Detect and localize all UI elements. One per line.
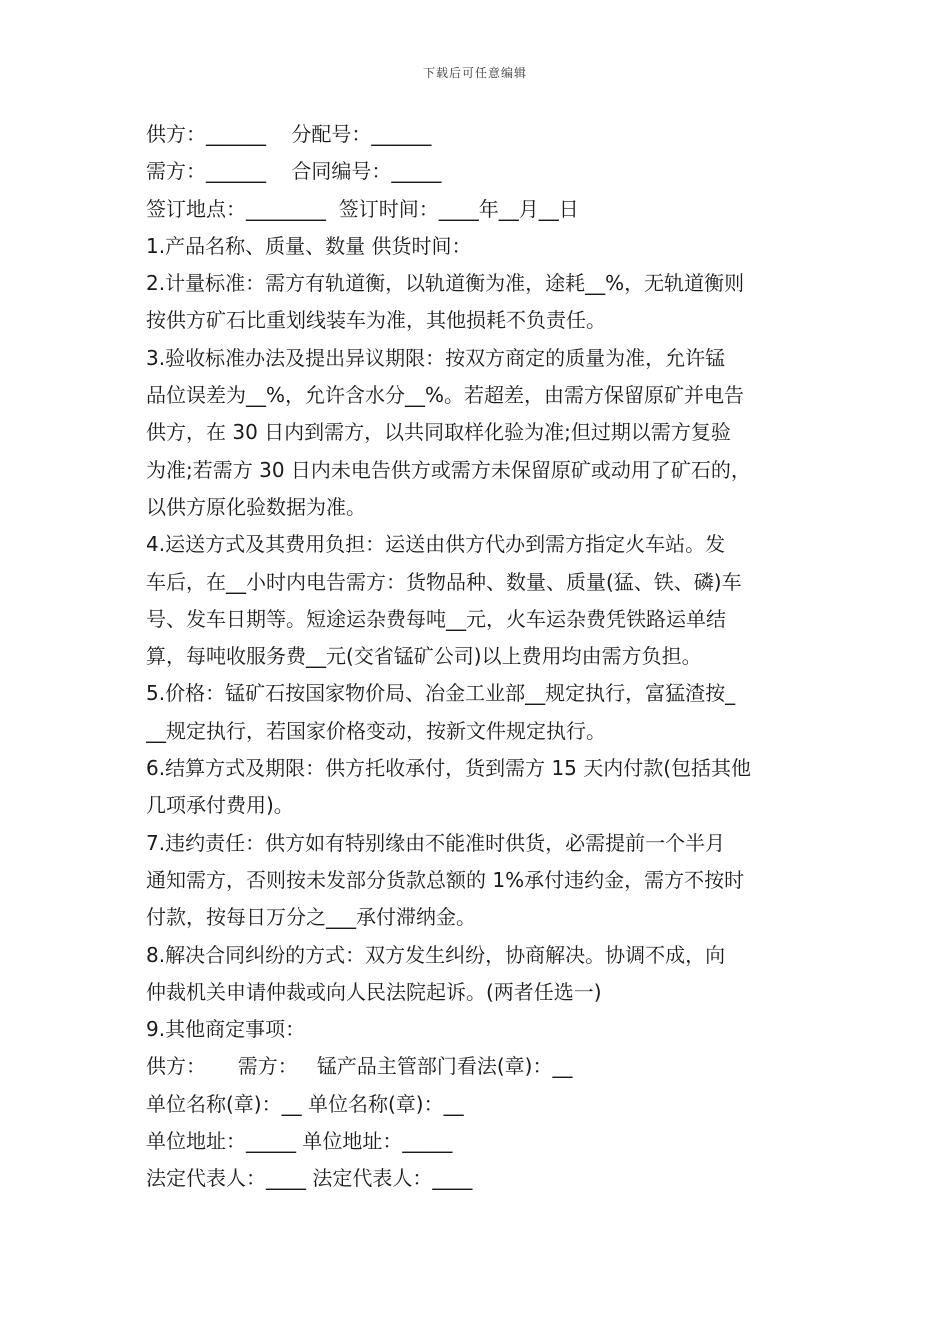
clause-8-line: 仲裁机关申请仲裁或向人民法院起诉。(两者任选一) [146,979,602,1004]
clause-9-line: 9.其他商定事项： [146,1017,306,1042]
clause-5-line: __规定执行，若国家价格变动，按新文件规定执行。 [146,718,606,743]
clause-5-line: 5.价格：锰矿石按国家物价局、冶金工业部__规定执行，富猛渣按_ [146,681,736,706]
clause-6-line: 6.结算方式及期限：供方托收承付，货到需方 15 天内付款(包括其他 [146,756,752,781]
clause-1-line: 1.产品名称、质量、数量 供货时间： [146,233,472,258]
clause-3-line: 供方，在 30 日内到需方，以共同取样化验为准;但过期以需方复验 [146,420,731,445]
clause-4-line: 号、发车日期等。短途运杂费每吨__元，火车运杂费凭铁路运单结 [146,606,726,631]
clause-3-line: 品位误差为__%，允许含水分__%。若超差，由需方保留原矿并电告 [146,383,745,408]
clause-7-line: 通知需方，否则按未发部分货款总额的 1%承付违约金，需方不按时 [146,867,745,892]
clause-7-line: 付款，按每日万分之___承付滞纳金。 [146,905,476,930]
supplier-line: 供方：______ 分配号：______ [146,122,432,146]
page-header-note: 下载后可任意编辑 [422,66,527,80]
clause-4-line: 车后，在__小时内电告需方：货物品种、数量、质量(猛、铁、磷)车 [146,569,742,594]
clause-3-line: 以供方原化验数据为准。 [146,494,366,519]
clause-7-line: 7.违约责任：供方如有特别缘由不能准时供货，必需提前一个半月 [146,830,726,855]
buyer-line: 需方：______ 合同编号：_____ [146,159,442,184]
signing-info-line: 签订地点：________ 签订时间：____年__月__日 [146,196,579,221]
clause-3-line: 3.验收标准办法及提出异议期限：按双方商定的质量为准，允许锰 [146,345,726,370]
contract-body [146,116,826,1198]
clause-8-line: 8.解决合同纠纷的方式：双方发生纠纷，协商解决。协调不成，向 [146,942,726,967]
unit-name-line: 单位名称(章)：__ 单位名称(章)：__ [146,1091,464,1116]
legal-representative-line: 法定代表人：____ 法定代表人：____ [146,1166,473,1191]
signature-parties-line: 供方： 需方： 锰产品主管部门看法(章)：__ [146,1054,573,1079]
clause-6-line: 几项承付费用)。 [146,793,294,818]
clause-4-line: 算，每吨收服务费__元(交省锰矿公司)以上费用均由需方负担。 [146,644,702,669]
unit-address-line: 单位地址：_____ 单位地址：_____ [146,1129,453,1154]
clause-2-line: 2.计量标准：需方有轨道衡，以轨道衡为准，途耗__%，无轨道衡则 [146,271,745,296]
clause-2-line: 按供方矿石比重划线装车为准，其他损耗不负责任。 [146,308,606,333]
clause-3-line: 为准;若需方 30 日内未电告供方或需方未保留原矿或动用了矿石的， [146,457,751,482]
clause-4-line: 4.运送方式及其费用负担：运送由供方代办到需方指定火车站。发 [146,532,726,557]
